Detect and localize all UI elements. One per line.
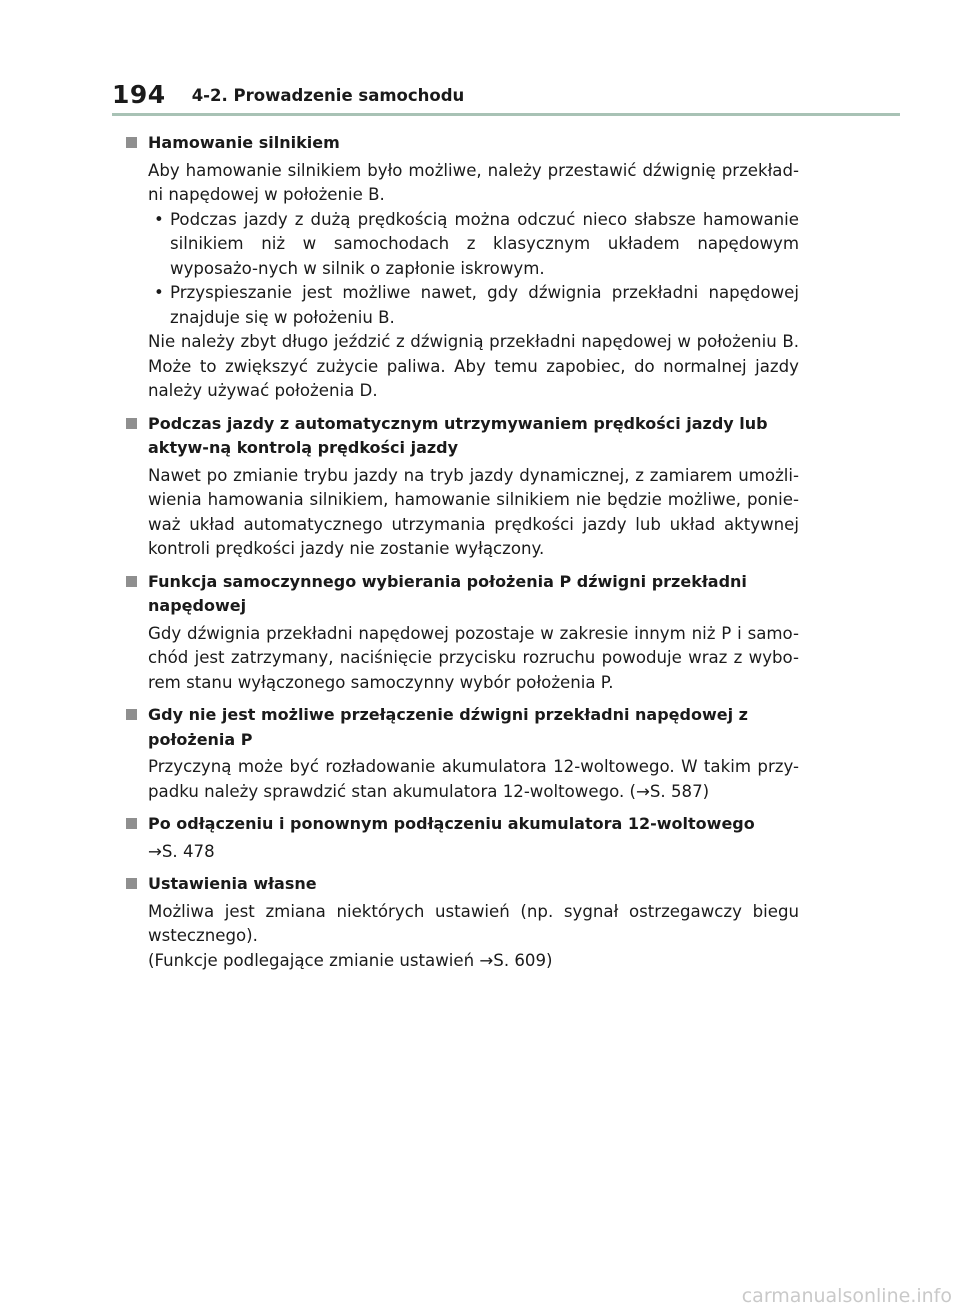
paragraph: (Funkcje podlegające zmianie ustawień →S. 609)	[148, 950, 553, 970]
square-bullet-icon	[126, 418, 137, 429]
section-heading: Podczas jazdy z automatycznym utrzymywaniem prędkości jazdy lub aktyw-ną kontrolą prędkości jazdy	[148, 413, 768, 457]
square-bullet-icon	[126, 878, 137, 889]
page-number: 194	[112, 80, 166, 109]
section-auto-p-position	[124, 570, 799, 696]
list-item: • Podczas jazdy z dużą prędkością można odczuć nieco słabsze hamowanie silnikiem niż w samochodach z klasycznym układem napędowym wyposażo-nych w silnik o zapłonie iskrowym.	[154, 209, 799, 278]
section-heading: Gdy nie jest możliwe przełączenie dźwigni przekładni napędowej z położenia P	[148, 705, 748, 749]
paragraph: Nie należy zbyt długo jeździć z dźwignią przekładni napędowej w położeniu B. Może to zwiększyć zużycie paliwa. Aby temu zapobiec, do normalnej jazdy należy używać położenia D.	[148, 332, 799, 400]
paragraph: Możliwa jest zmiana niektórych ustawień (np. sygnał ostrzegawczy biegu wstecznego).	[148, 901, 799, 945]
section-cruise-control	[124, 412, 799, 562]
section-engine-braking	[124, 131, 799, 404]
bullet-dot-icon: •	[154, 283, 164, 302]
bullet-list	[124, 208, 799, 331]
paragraph: Nawet po zmianie trybu jazdy na tryb jazdy dynamicznej, z zamiarem umożli-wienia hamowania silnikiem, hamowanie silnikiem nie będzie możliwe, ponie-waż układ automatycznego utrzymania prędkości jazdy lub układ aktywnej kontroli prędkości jazdy nie zostanie wyłączony.	[148, 465, 799, 558]
square-bullet-icon	[126, 709, 137, 720]
section-heading: Ustawienia własne	[148, 874, 317, 893]
list-item: • Przyspieszanie jest możliwe nawet, gdy dźwignia przekładni napędowej znajduje się w położeniu B.	[154, 283, 799, 327]
paragraph: Aby hamowanie silnikiem było możliwe, należy przestawić dźwignię przekład-ni napędowej w położenie B.	[148, 160, 799, 204]
paragraph: Przyczyną może być rozładowanie akumulatora 12-woltowego. W takim przy-padku należy sprawdzić stan akumulatora 12-woltowego. (→S. 587)	[148, 757, 799, 801]
section-battery-reconnect	[124, 812, 799, 864]
square-bullet-icon	[126, 818, 137, 829]
square-bullet-icon	[126, 576, 137, 587]
section-heading: Funkcja samoczynnego wybierania położenia P dźwigni przekładni napędowej	[148, 571, 747, 615]
header-divider	[112, 113, 900, 116]
bullet-dot-icon: •	[154, 209, 164, 229]
section-title: 4-2. Prowadzenie samochodu	[191, 86, 465, 105]
page-header	[112, 80, 464, 109]
section-custom-settings	[124, 872, 799, 973]
section-heading: Hamowanie silnikiem	[148, 133, 340, 152]
section-heading: Po odłączeniu i ponownym podłączeniu akumulatora 12-woltowego	[148, 814, 755, 833]
section-cannot-shift-from-p	[124, 703, 799, 804]
page-content	[124, 131, 799, 973]
paragraph: Gdy dźwignia przekładni napędowej pozostaje w zakresie innym niż P i samo-chód jest zatrzymany, naciśnięcie przycisku rozruchu powoduje wraz z wybo-rem stanu wyłączonego samoczynny wybór położenia P.	[148, 623, 799, 692]
watermark: carmanualsonline.info	[741, 1285, 952, 1307]
page-reference: →S. 478	[148, 841, 215, 861]
square-bullet-icon	[126, 137, 137, 148]
